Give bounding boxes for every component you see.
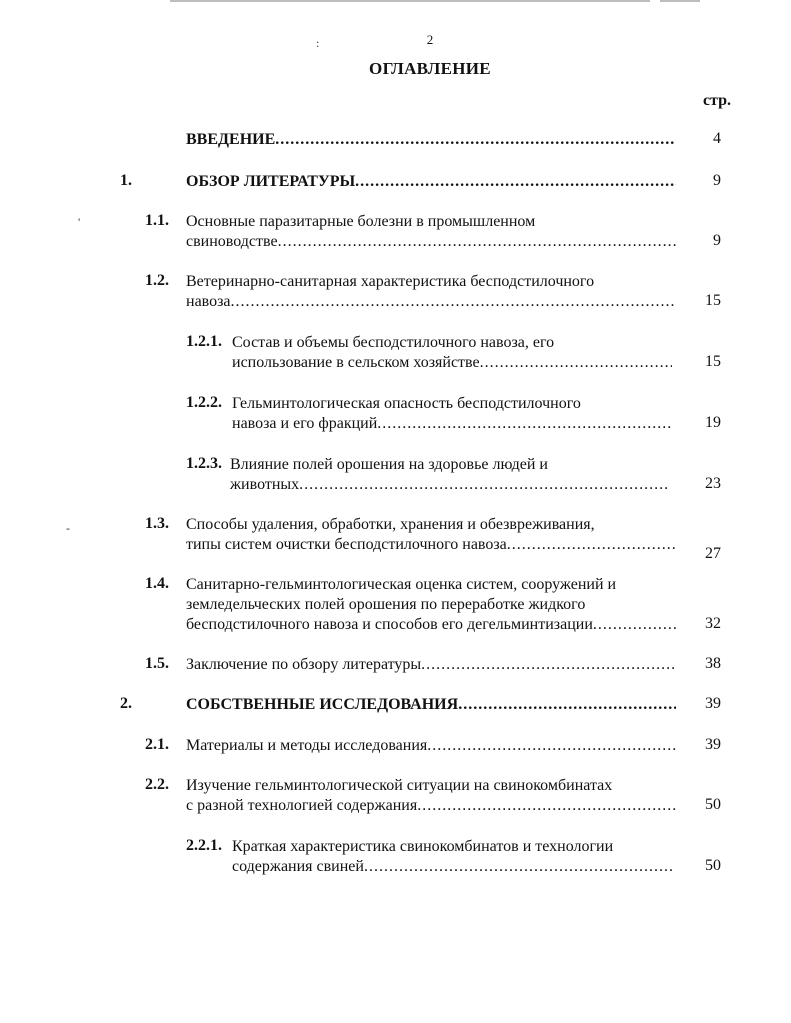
dot-leader xyxy=(278,232,676,252)
dot-leader xyxy=(593,615,676,635)
toc-entry-title: ОБЗОР ЛИТЕРАТУРЫ xyxy=(186,173,356,190)
toc-entry-number: 1.2.1. xyxy=(186,333,222,350)
top-scan-border xyxy=(170,0,650,2)
dot-leader xyxy=(458,695,676,715)
page-column-header: стр. xyxy=(702,92,731,109)
top-scan-border-right xyxy=(660,0,700,2)
toc-page-number: 9 xyxy=(713,172,721,189)
toc-page-number: 39 xyxy=(705,695,721,712)
toc-page-number: 50 xyxy=(705,796,721,813)
toc-entry-title-line: содержания свиней xyxy=(232,858,364,875)
toc-entry-title-line: свиноводстве xyxy=(186,233,278,250)
toc-entry-number: 2. xyxy=(120,695,132,712)
toc-entry-title-line: Состав и объемы бесподстилочного навоза, его xyxy=(232,334,555,351)
toc-entry-number: 1.2. xyxy=(145,272,169,289)
toc-entry-number: 1. xyxy=(120,172,132,189)
dot-leader xyxy=(275,130,676,150)
dot-leader xyxy=(231,292,676,312)
toc-entry-title-line: с разной технологией содержания xyxy=(186,797,418,814)
toc-entry-number: 2.2.1. xyxy=(186,837,222,854)
toc-entry-title-line: Санитарно-гельминтологическая оценка систем, сооружений и xyxy=(186,576,617,593)
stray-mark-colon: : xyxy=(316,36,320,50)
toc-page-number: 27 xyxy=(705,545,721,562)
toc-entry-title-line: бесподстилочного навоза и способов его дегельминтизации xyxy=(186,616,593,633)
dot-leader xyxy=(417,796,676,816)
toc-entry-number: 1.2.2. xyxy=(186,394,222,411)
toc-page-number: 15 xyxy=(705,292,721,309)
toc-entry-title-line: Способы удаления, обработки, хранения и обезвреживания, xyxy=(186,516,595,533)
toc-entry-title-line: типы систем очистки бесподстилочного навоза xyxy=(186,536,507,553)
toc-page-number: 4 xyxy=(713,130,721,147)
dot-leader xyxy=(427,736,676,756)
toc-page-number: 19 xyxy=(705,414,721,431)
toc-page-number: 38 xyxy=(705,655,721,672)
toc-entry-number: 2.1. xyxy=(145,736,169,753)
toc-entry-title: СОБСТВЕННЫЕ ИССЛЕДОВАНИЯ xyxy=(186,696,459,713)
dot-leader xyxy=(480,353,672,373)
toc-entry-title-line: Ветеринарно-санитарная характеристика бесподстилочного xyxy=(186,273,595,290)
toc-page-number: 39 xyxy=(705,736,721,753)
dot-leader xyxy=(299,475,670,495)
dot-leader xyxy=(421,655,676,675)
toc-entry-title-line: Краткая характеристика свинокомбинатов и технологии xyxy=(232,838,614,855)
toc-entry-title-line: навоза и его фракций xyxy=(232,415,378,432)
page-title: ОГЛАВЛЕНИЕ xyxy=(369,59,491,78)
toc-page-number: 32 xyxy=(705,615,721,632)
toc-entry-title-line: земледельческих полей орошения по переработке жидкого xyxy=(186,596,586,613)
page-number: 2 xyxy=(426,32,434,47)
dot-leader xyxy=(355,172,676,192)
toc-page-number: 23 xyxy=(705,475,721,492)
toc-entry-number: 2.2. xyxy=(145,776,169,793)
stray-mark-tick: ' xyxy=(78,215,81,229)
toc-entry-title: ВВЕДЕНИЕ xyxy=(186,131,276,148)
toc-entry-title-line: Гельминтологическая опасность бесподстилочного xyxy=(232,395,581,412)
stray-mark-dash: - xyxy=(66,521,70,535)
toc-entry-title-line: животных xyxy=(230,476,300,493)
toc-entry-number: 1.4. xyxy=(145,575,169,592)
dot-leader xyxy=(507,535,676,555)
toc-entry-title-line: использование в сельском хозяйстве xyxy=(232,354,480,371)
toc-entry-title-line: Влияние полей орошения на здоровье людей и xyxy=(230,456,548,473)
toc-page-number: 9 xyxy=(713,232,721,249)
toc-entry-number: 1.5. xyxy=(145,655,169,672)
toc-entry-title-line: навоза xyxy=(186,293,231,310)
toc-entry-number: 1.2.3. xyxy=(186,455,222,472)
dot-leader xyxy=(364,857,672,877)
toc-entry-title-line: Материалы и методы исследования xyxy=(186,737,428,754)
toc-entry-title-line: Заключение по обзору литературы xyxy=(186,656,422,673)
toc-entry-number: 1.1. xyxy=(145,212,169,229)
toc-entry-title-line: Основные паразитарные болезни в промышленном xyxy=(186,213,536,230)
toc-entry-number: 1.3. xyxy=(145,515,169,532)
toc-entry-title-line: Изучение гельминтологической ситуации на свинокомбинатах xyxy=(186,777,613,794)
dot-leader xyxy=(377,414,672,434)
toc-page-number: 50 xyxy=(705,857,721,874)
toc-page-number: 15 xyxy=(705,353,721,370)
